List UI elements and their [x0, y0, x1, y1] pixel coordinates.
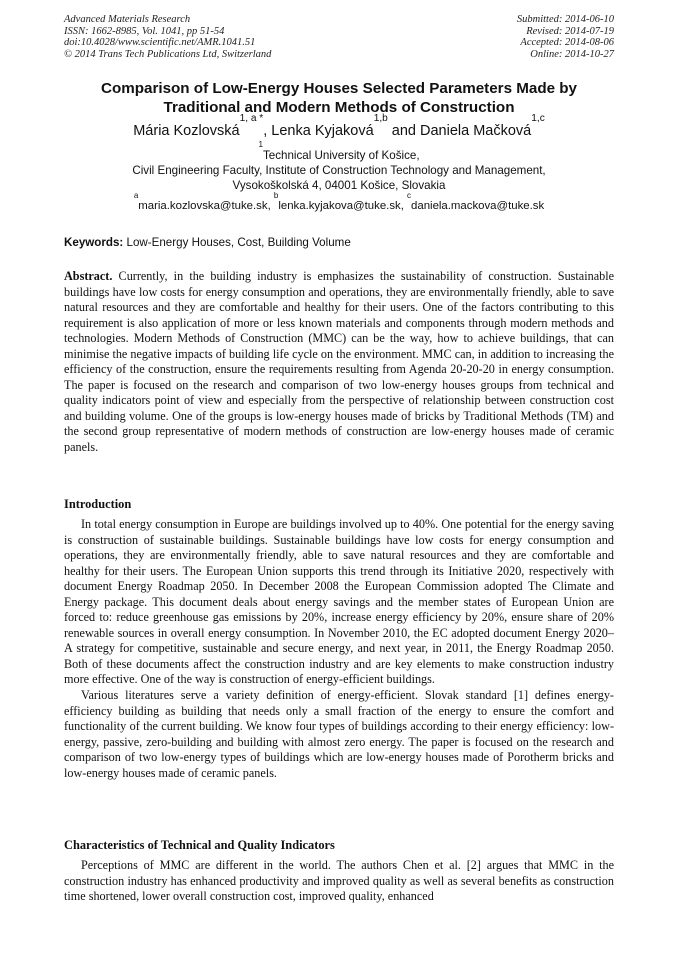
author-name: and Daniela Mačková: [387, 123, 532, 139]
doi: doi:10.4028/www.scientific.net/AMR.1041.51: [64, 37, 256, 48]
publication-dates: [517, 14, 614, 60]
keywords-label: Keywords:: [64, 236, 124, 249]
section-heading-introduction: Introduction: [64, 497, 132, 511]
title-line-1: Comparison of Low-Energy Houses Selected Parameters Made by: [100, 80, 577, 97]
email-link[interactable]: daniela.mackova@tuke.sk: [411, 200, 545, 212]
author-superscript: 1,c: [531, 113, 545, 124]
abstract: [64, 269, 614, 456]
keywords: [64, 235, 616, 250]
abstract-text: Currently, in the building industry is emphasizes the sustainability of construction. Sustainable buildings have low costs for energy consumption and operations, they are environmentally friendly, able to save natural resources and they are comfortable and healthy for their users. One of the factors contributing to this requirement is also application of more or less known materials and components through modern methods and technologies. Modern Methods of Construction (MMC) can be the way, how to achieve buildings, that can minimise the negative impacts of building life cycle on the environment. MMC can, in addition to increasing the efficiency of the construction, ensure the requirements resulting from Agenda 20-20-20 in energy consumption. The paper is focused on the research and comparison of two low-energy houses groups from technical and quality indicators point of view and especially from the perspective of relationship between construction cost and building volume. One of the groups is low-energy houses made of bricks by Traditional Methods (TM) and the second group representative of modern methods of construction are low-energy houses made of ceramic panels.: [64, 269, 614, 455]
author-emails: [60, 191, 618, 214]
affiliation: [60, 140, 618, 193]
publication-info: [64, 14, 271, 60]
affiliation-line-3: Vysokoškolská 4, 04001 Košice, Slovakia: [232, 179, 446, 192]
section-heading-characteristics: Characteristics of Technical and Quality Indicators: [64, 838, 335, 852]
issn: ISSN: 1662-8985, Vol. 1041, pp 51-54: [64, 25, 225, 37]
keywords-text: Low-Energy Houses, Cost, Building Volume: [123, 236, 351, 249]
email-link[interactable]: lenka.kyjakova@tuke.sk,: [278, 200, 408, 212]
author-list: [60, 113, 618, 140]
date-accepted: Accepted: 2014-08-06: [520, 37, 614, 48]
date-submitted: Submitted: 2014-06-10: [516, 14, 614, 25]
author-superscript: 1, a *: [239, 113, 264, 124]
paragraph: Various literatures serve a variety definition of energy-efficient. Slovak standard [1] defines energy-efficiency building as building that needs only a small fraction of the energy to ensure the comfort and functionality of the current building. We know four types of buildings according to their energy efficiency: low-energy, passive, zero-building and building with almost zero energy. The paper is focused on the research and comparison of two low-energy types of buildings which are low-energy houses made of Porotherm bricks and low-energy houses made of ceramic panels.: [64, 688, 614, 780]
affiliation-text: Technical University of Košice,: [262, 149, 420, 162]
date-revised: Revised: 2014-07-19: [526, 25, 614, 37]
email-superscript: c: [407, 191, 412, 200]
author-superscript: 1,b: [373, 113, 388, 124]
author-name: Mária Kozlovská: [133, 123, 240, 139]
date-online: Online: 2014-10-27: [530, 48, 614, 60]
paper-title: [60, 79, 618, 117]
email-superscript: b: [273, 191, 279, 200]
paragraph: In total energy consumption in Europe are buildings involved up to 40%. One potential for the energy saving is construction of sustainable buildings. Sustainable buildings have low costs for energy consumption and operations, they are environmentally friendly, able to save natural resources and they are comfortable and healthy for their users. The European Union supports this trend through its Initiative 2020, respectively with document Energy Roadmap 2050. In December 2008 the European Commission adopted The Climate and Energy package. This document deals about energy savings and the member states of European Union are forced to: reduce greenhouse gas emissions by 20%, increase energy efficiency by 20%, ensure share of 20% renewable sources in overall energy consumption. In November 2010, the EC adopted document Energy 2020–A strategy for competitive, sustainable and secure energy, and next year, in 2011, the Energy Roadmap 2050. Both of these documents affect the construction industry and are key elements to make construction industry more effective. One of the way is construction of energy-efficient buildings.: [64, 517, 614, 687]
copyright: © 2014 Trans Tech Publications Ltd, Switzerland: [64, 48, 272, 60]
affiliation-line-1: [60, 140, 618, 163]
email-link[interactable]: maria.kozlovska@tuke.sk,: [138, 200, 274, 212]
title-line-2: Traditional and Modern Methods of Construction: [163, 99, 515, 116]
affiliation-superscript: 1: [258, 140, 263, 149]
paragraph: Perceptions of MMC are different in the world. The authors Chen et al. [2] argues that MMC in the construction industry has enhanced productivity and improved quality as well as several benefits as construction time shortened, lower overall construction cost, improved quality, enhanced: [64, 858, 614, 904]
author-name: , Lenka Kyjaková: [263, 123, 374, 139]
email-superscript: a: [133, 191, 139, 200]
affiliation-line-2: Civil Engineering Faculty, Institute of Construction Technology and Management,: [132, 164, 546, 177]
introduction-section: [64, 517, 614, 781]
abstract-label: Abstract.: [64, 269, 113, 283]
characteristics-section: [64, 858, 614, 905]
journal-name: Advanced Materials Research: [64, 14, 191, 25]
